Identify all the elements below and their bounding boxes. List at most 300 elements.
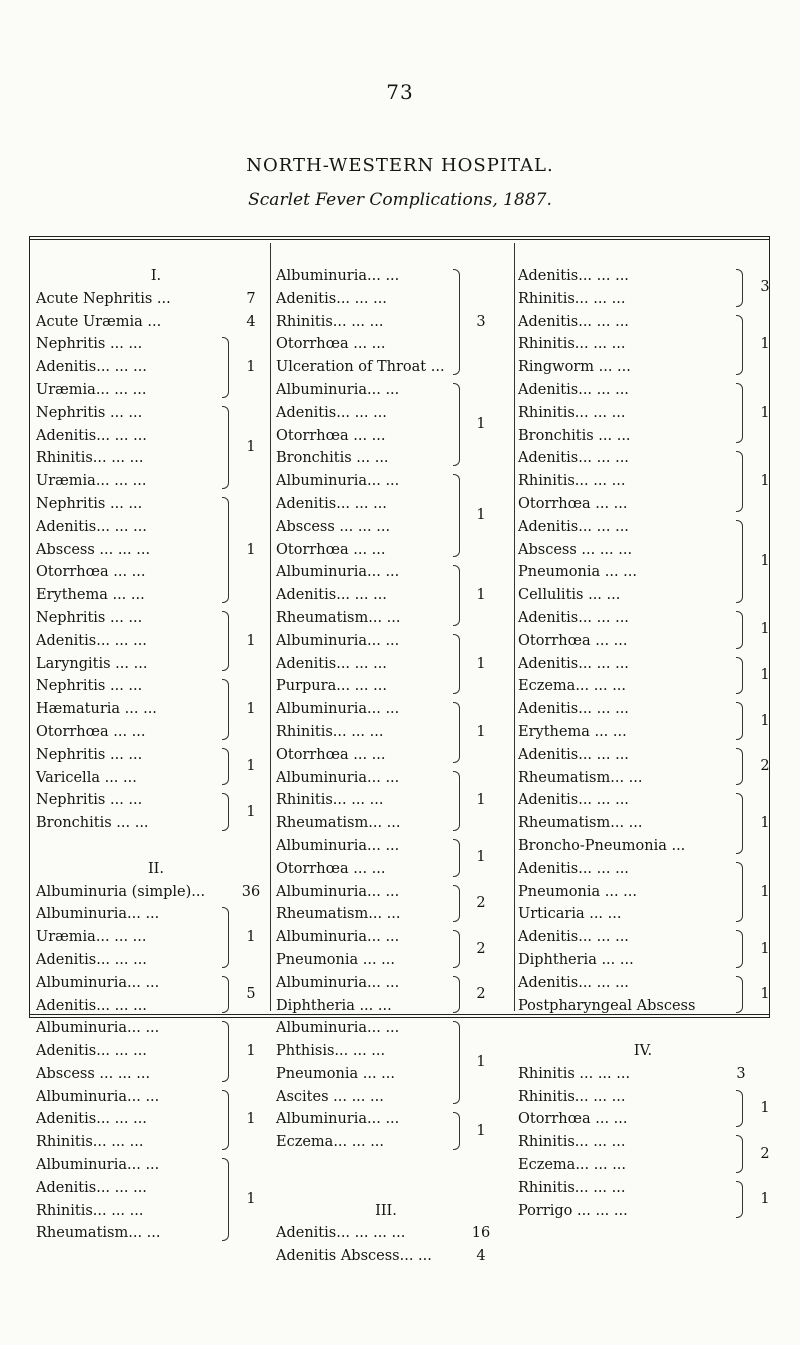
row-count: 7 [246, 290, 256, 307]
group-line [276, 470, 519, 493]
row-label: Albuminuria... ... [276, 473, 400, 490]
row-label: Adenitis... ... ... [36, 359, 147, 376]
row-label: Rhinitis... ... ... [518, 1134, 626, 1151]
row-count: 4 [476, 1248, 486, 1265]
row-label: Pneumonia ... ... [518, 564, 637, 581]
row-label: Albuminuria... ... [36, 1157, 160, 1174]
grouped-row [276, 972, 519, 1018]
table-row [36, 311, 299, 334]
grouping-brace [453, 474, 460, 557]
row-label: Rhinitis... ... ... [518, 404, 626, 421]
group-line [518, 493, 766, 516]
complications-table [29, 236, 770, 1265]
group-count: 1 [476, 507, 486, 524]
group-line [518, 789, 766, 812]
grouping-brace [222, 406, 229, 489]
group-count: 1 [476, 655, 486, 672]
group-line [518, 744, 766, 767]
group-count: 1 [246, 1111, 256, 1128]
grouped-row [518, 379, 770, 447]
row-label: Adenitis... ... ... [518, 268, 629, 284]
group-line [276, 607, 519, 630]
group-line [518, 539, 766, 562]
table-column-1 [36, 265, 299, 1245]
row-label: Postpharyngeal Abscess [518, 997, 696, 1014]
group-count: 1 [246, 758, 256, 775]
group-count: 1 [246, 929, 256, 946]
row-label: Abscess ... ... ... [36, 541, 151, 558]
row-label: Nephritis ... ... [36, 792, 143, 809]
group-line [518, 1086, 766, 1109]
grouping-brace [222, 793, 229, 831]
grouped-row [36, 402, 299, 493]
grouping-brace [453, 565, 460, 625]
group-count: 1 [476, 849, 486, 866]
row-label: Otorrhœa ... ... [276, 541, 386, 558]
group-count: 1 [246, 632, 256, 649]
row-label: Adenitis... ... ... [276, 290, 387, 307]
group-line [36, 1017, 299, 1040]
grouped-row [518, 972, 770, 1018]
row-label: Rhinitis... ... ... [518, 1179, 626, 1196]
row-label: Adenitis... ... ... [518, 381, 629, 398]
group-line [276, 356, 519, 379]
row-label: Abscess ... ... ... [276, 518, 391, 535]
row-label: Erythema ... ... [36, 587, 145, 604]
group-count: 1 [246, 701, 256, 718]
row-count: 16 [471, 1225, 491, 1242]
group-line [276, 744, 519, 767]
table-row [518, 1063, 766, 1086]
row-label: Adenitis... ... ... [276, 404, 387, 421]
grouping-brace [736, 862, 743, 922]
group-line [36, 903, 299, 926]
grouped-row [518, 1086, 770, 1132]
group-line [518, 607, 766, 630]
group-line [518, 1200, 766, 1223]
row-label: Albuminuria... ... [36, 974, 160, 991]
table-row [36, 881, 299, 904]
row-label: Albuminuria... ... [276, 929, 400, 946]
row-label: Rhinitis... ... ... [518, 290, 626, 307]
row-label: Albuminuria... ... [276, 564, 400, 581]
table-column-3 [518, 265, 770, 1222]
group-line [518, 447, 766, 470]
grouped-row [518, 265, 770, 311]
group-count: 1 [476, 1054, 486, 1071]
group-count: 1 [246, 1043, 256, 1060]
row-label: Ringworm ... ... [518, 359, 631, 376]
grouped-row [36, 1017, 299, 1085]
row-label: Ulceration of Throat ... [276, 359, 445, 376]
row-label: Rheumatism... ... [276, 815, 401, 832]
grouped-row [36, 903, 299, 971]
row-label: Hæmaturia ... ... [36, 701, 157, 718]
row-label: Bronchitis ... ... [518, 427, 631, 444]
grouped-row [518, 607, 770, 653]
grouped-row [276, 561, 519, 629]
grouping-brace [736, 1181, 743, 1219]
group-line [518, 653, 766, 676]
row-label: Nephritis ... ... [36, 746, 143, 763]
grouping-brace [453, 885, 460, 923]
group-line [276, 561, 519, 584]
row-label: Rheumatism... ... [36, 1225, 161, 1242]
group-line [276, 1086, 519, 1109]
grouped-row [36, 789, 299, 835]
grouped-row [518, 926, 770, 972]
row-label: Adenitis... ... ... [36, 427, 147, 444]
grouped-row [36, 1086, 299, 1154]
row-label: Rhinitis... ... ... [276, 792, 384, 809]
row-count: 4 [246, 313, 256, 330]
grouped-row [36, 607, 299, 675]
row-label: Nephritis ... ... [36, 495, 143, 512]
grouped-row [276, 265, 519, 379]
row-label: Adenitis... ... ... [36, 1043, 147, 1060]
group-count: 1 [246, 1191, 256, 1208]
table-column-2 [276, 265, 519, 1268]
table-row [36, 288, 299, 311]
group-count: 2 [476, 940, 486, 957]
group-line [276, 288, 519, 311]
group-count: 1 [476, 723, 486, 740]
section-heading: III. [375, 1202, 397, 1219]
group-count: 1 [760, 940, 770, 957]
spacer [518, 1017, 766, 1040]
group-line [36, 493, 299, 516]
group-line [36, 1154, 299, 1177]
row-label: Otorrhœa ... ... [518, 495, 628, 512]
row-label: Adenitis... ... ... [518, 974, 629, 991]
group-line [518, 767, 766, 790]
row-label: Cellulitis ... ... [518, 587, 621, 604]
grouping-brace [736, 269, 743, 307]
row-count: 36 [241, 883, 261, 900]
grouping-brace [736, 976, 743, 1014]
group-line [518, 425, 766, 448]
row-label: Diphtheria ... ... [276, 997, 392, 1014]
row-label: Otorrhœa ... ... [276, 427, 386, 444]
row-label: Purpura... ... ... [276, 678, 387, 695]
row-label: Uræmia... ... ... [36, 473, 147, 490]
row-label: Porrigo ... ... ... [518, 1202, 628, 1219]
grouping-brace [453, 930, 460, 968]
group-line [36, 516, 299, 539]
grouping-brace [736, 315, 743, 375]
grouped-row [36, 744, 299, 790]
group-line [518, 516, 766, 539]
group-line [36, 470, 299, 493]
grouping-brace [736, 657, 743, 695]
grouping-brace [222, 1090, 229, 1150]
row-label: Ascites ... ... ... [276, 1088, 384, 1105]
grouping-brace [453, 1021, 460, 1104]
section-heading: I. [150, 268, 162, 284]
group-line [518, 812, 766, 835]
group-line [276, 1017, 519, 1040]
row-label: Albuminuria... ... [276, 974, 400, 991]
group-line [518, 721, 766, 744]
row-label: Albuminuria... ... [276, 632, 400, 649]
row-label: Nephritis ... ... [36, 336, 143, 353]
row-label: Rhinitis... ... ... [36, 1202, 144, 1219]
row-label: Rhinitis ... ... ... [518, 1065, 631, 1082]
group-line [518, 356, 766, 379]
grouped-row [518, 1177, 770, 1223]
group-count: 1 [760, 815, 770, 832]
row-label: Otorrhœa ... ... [518, 1111, 628, 1128]
row-label: Adenitis... ... ... [518, 655, 629, 672]
grouped-row [518, 744, 770, 790]
row-label: Pneumonia ... ... [276, 1065, 395, 1082]
row-label: Adenitis... ... ... ... [276, 1225, 406, 1242]
group-line [518, 288, 766, 311]
group-line [276, 379, 519, 402]
grouping-brace [222, 748, 229, 786]
group-line [518, 1177, 766, 1200]
group-line [518, 265, 766, 288]
row-label: Adenitis... ... ... [518, 450, 629, 467]
grouping-brace [222, 1158, 229, 1241]
grouping-brace [453, 771, 460, 831]
row-count: 3 [736, 1065, 746, 1082]
group-line [36, 561, 299, 584]
group-count: 1 [246, 803, 256, 820]
group-count: 1 [760, 336, 770, 353]
table-row [276, 1245, 519, 1268]
row-label: Uræmia... ... ... [36, 381, 147, 398]
row-label: Bronchitis ... ... [36, 815, 149, 832]
group-line [276, 539, 519, 562]
grouped-row [518, 311, 770, 379]
row-label: Adenitis... ... ... [518, 313, 629, 330]
grouping-brace [453, 1112, 460, 1150]
group-line [518, 584, 766, 607]
group-line [518, 1108, 766, 1131]
row-label: Eczema... ... ... [518, 1157, 627, 1174]
row-label: Abscess ... ... ... [36, 1065, 151, 1082]
grouped-row [276, 379, 519, 470]
row-label: Adenitis... ... ... [36, 518, 147, 535]
row-label: Acute Nephritis ... [36, 290, 171, 307]
grouped-row [36, 1154, 299, 1245]
group-line [518, 333, 766, 356]
group-count: 1 [760, 1191, 770, 1208]
group-line [518, 949, 766, 972]
grouping-brace [222, 611, 229, 671]
grouping-brace [736, 793, 743, 853]
row-label: Rhinitis... ... ... [276, 313, 384, 330]
spacer [276, 1177, 519, 1200]
grouped-row [518, 789, 770, 857]
group-line [276, 447, 519, 470]
row-label: Urticaria ... ... [518, 906, 622, 923]
section-heading: IV. [633, 1043, 653, 1060]
row-label: Adenitis Abscess... ... [276, 1248, 432, 1265]
table-row [276, 1222, 519, 1245]
grouping-brace [736, 930, 743, 968]
grouped-row [276, 926, 519, 972]
group-line [36, 721, 299, 744]
grouped-row [276, 881, 519, 927]
page-title: NORTH-WESTERN HOSPITAL. [246, 155, 554, 176]
group-line [276, 698, 519, 721]
row-label: Adenitis... ... ... [518, 518, 629, 535]
grouping-brace [736, 1090, 743, 1128]
row-label: Albuminuria... ... [276, 837, 400, 854]
grouped-row [276, 1017, 519, 1108]
grouping-brace [736, 748, 743, 786]
group-count: 5 [246, 986, 256, 1003]
group-line [518, 402, 766, 425]
row-label: Otorrhœa ... ... [36, 564, 146, 581]
group-line [518, 379, 766, 402]
row-label: Otorrhœa ... ... [518, 632, 628, 649]
group-count: 1 [760, 883, 770, 900]
row-label: Adenitis... ... ... [518, 746, 629, 763]
grouping-brace [222, 1021, 229, 1081]
row-label: Adenitis... ... ... [276, 495, 387, 512]
group-line [276, 767, 519, 790]
grouped-row [276, 470, 519, 561]
row-label: Eczema... ... ... [518, 678, 627, 695]
group-line [518, 881, 766, 904]
group-count: 1 [476, 416, 486, 433]
row-label: Abscess ... ... ... [518, 541, 633, 558]
group-count: 1 [476, 1122, 486, 1139]
group-count: 1 [760, 473, 770, 490]
row-label: Adenitis... ... ... [36, 1111, 147, 1128]
row-label: Bronchitis ... ... [276, 450, 389, 467]
row-label: Albuminuria (simple)... [36, 883, 206, 900]
grouped-row [276, 835, 519, 881]
row-label: Albuminuria... ... [276, 268, 400, 284]
grouped-row [36, 675, 299, 743]
grouping-brace [736, 520, 743, 603]
group-line [36, 1063, 299, 1086]
group-line [276, 630, 519, 653]
group-count: 1 [246, 438, 256, 455]
group-count: 1 [476, 792, 486, 809]
spacer [276, 1154, 519, 1177]
group-line [276, 265, 519, 288]
group-line [518, 926, 766, 949]
spacer [36, 835, 299, 858]
row-label: Albuminuria... ... [276, 1020, 400, 1037]
grouped-row [276, 767, 519, 835]
group-count: 3 [476, 313, 486, 330]
row-label: Adenitis... ... ... [518, 701, 629, 718]
group-count: 1 [246, 359, 256, 376]
row-label: Nephritis ... ... [36, 678, 143, 695]
row-label: Otorrhœa ... ... [276, 746, 386, 763]
row-label: Adenitis... ... ... [36, 1179, 147, 1196]
group-line [36, 1131, 299, 1154]
row-label: Adenitis... ... ... [36, 632, 147, 649]
grouped-row [518, 858, 770, 926]
group-line [518, 311, 766, 334]
group-count: 1 [760, 404, 770, 421]
grouping-brace [453, 702, 460, 762]
group-line [518, 470, 766, 493]
group-line [36, 675, 299, 698]
row-label: Nephritis ... ... [36, 404, 143, 421]
group-line [518, 698, 766, 721]
group-line [36, 402, 299, 425]
row-label: Diphtheria ... ... [518, 951, 634, 968]
group-line [518, 675, 766, 698]
grouping-brace [453, 634, 460, 694]
group-line [518, 1131, 766, 1154]
row-label: Adenitis... ... ... [276, 587, 387, 604]
row-label: Albuminuria... ... [36, 1020, 160, 1037]
group-line [36, 607, 299, 630]
row-label: Albuminuria... ... [276, 381, 400, 398]
row-label: Rheumatism... ... [276, 609, 401, 626]
group-line [518, 972, 766, 995]
group-line [36, 333, 299, 356]
grouping-brace [453, 269, 460, 375]
group-count: 1 [246, 541, 256, 558]
group-line [518, 903, 766, 926]
group-line [518, 995, 766, 1018]
grouped-row [518, 447, 770, 515]
row-label: Otorrhœa ... ... [276, 336, 386, 353]
page-number: 73 [386, 80, 414, 104]
row-label: Rhinitis... ... ... [36, 450, 144, 467]
grouping-brace [453, 383, 460, 466]
row-label: Pneumonia ... ... [518, 883, 637, 900]
grouped-row [276, 698, 519, 766]
group-count: 1 [760, 666, 770, 683]
group-count: 2 [760, 758, 770, 775]
row-label: Nephritis ... ... [36, 609, 143, 626]
grouping-brace [453, 976, 460, 1014]
row-label: Rheumatism... ... [518, 815, 643, 832]
row-label: Rhinitis... ... ... [518, 336, 626, 353]
grouping-brace [736, 451, 743, 511]
row-label: Albuminuria... ... [276, 1111, 400, 1128]
group-count: 1 [760, 986, 770, 1003]
group-line [518, 630, 766, 653]
grouped-row [518, 1131, 770, 1177]
row-label: Otorrhœa ... ... [276, 860, 386, 877]
group-line [36, 379, 299, 402]
group-count: 1 [760, 552, 770, 569]
group-line [276, 675, 519, 698]
row-label: Albuminuria... ... [36, 1088, 160, 1105]
group-line [36, 1222, 299, 1245]
group-line [518, 1154, 766, 1177]
group-count: 1 [760, 712, 770, 729]
row-label: Broncho-Pneumonia ... [518, 837, 686, 854]
row-label: Acute Uræmia ... [36, 313, 162, 330]
grouping-brace [736, 611, 743, 649]
row-label: Adenitis... ... ... [518, 609, 629, 626]
row-label: Laryngitis ... ... [36, 655, 148, 672]
row-label: Uræmia... ... ... [36, 929, 147, 946]
row-label: Eczema... ... ... [276, 1134, 385, 1151]
group-count: 2 [760, 1145, 770, 1162]
row-label: Adenitis... ... ... [518, 792, 629, 809]
row-label: Rheumatism... ... [276, 906, 401, 923]
grouped-row [518, 698, 770, 744]
group-line [36, 949, 299, 972]
grouping-brace [222, 976, 229, 1014]
grouping-brace [222, 907, 229, 967]
grouping-brace [222, 337, 229, 397]
